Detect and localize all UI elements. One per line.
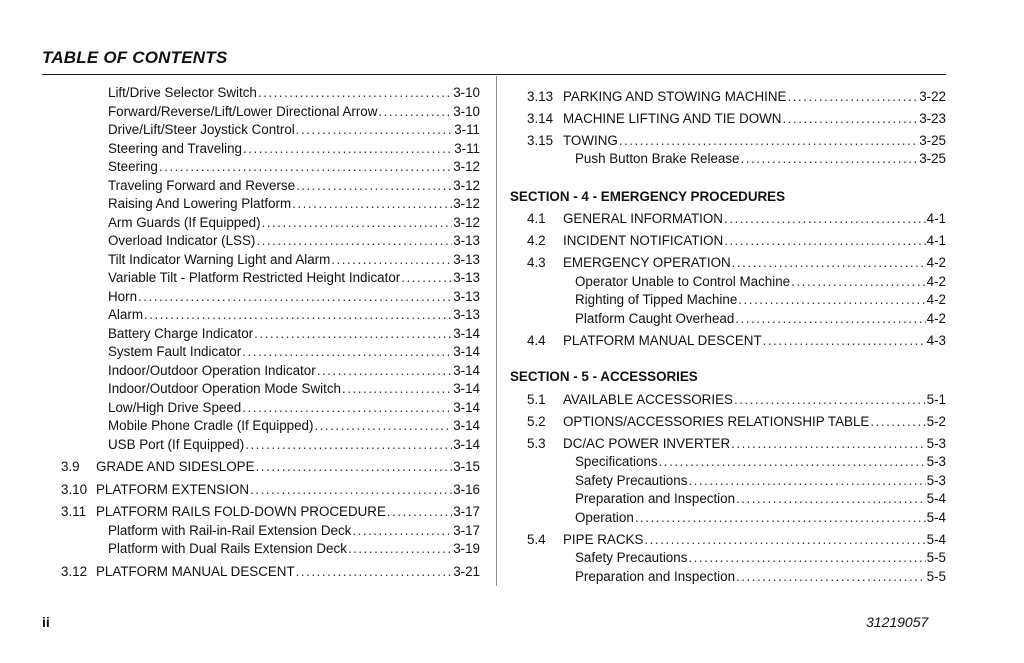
toc-entry: [61, 84, 480, 103]
toc-entry: [61, 399, 480, 418]
toc-entry-page: 3-14: [453, 325, 480, 341]
toc-entry-title: PLATFORM EXTENSION: [96, 481, 250, 497]
toc-entry-page: 3-10: [453, 103, 480, 119]
toc-entry-page: 5-5: [926, 550, 946, 565]
toc-entry: [61, 269, 480, 288]
toc-entry-title: DC/AC POWER INVERTER: [563, 435, 731, 451]
toc-entry-page: 5-3: [926, 472, 946, 488]
toc-entry-page: 4-2: [926, 273, 946, 289]
toc-entry-title: MACHINE LIFTING AND TIE DOWN: [563, 110, 782, 126]
toc-entry-title: Overload Indicator (LSS): [108, 233, 256, 248]
dot-leader: [245, 436, 452, 455]
toc-entry-title: Platform with Rail-in-Rail Extension Deck: [108, 522, 352, 538]
toc-entry-page: 3-13: [453, 233, 480, 248]
toc-entry: [510, 210, 946, 229]
toc-entry-title: Horn: [108, 288, 138, 304]
toc-entry-page: 3-17: [453, 504, 480, 519]
dot-leader: [738, 291, 925, 310]
dot-leader: [352, 522, 452, 541]
dot-leader: [138, 288, 452, 307]
header-rule: [42, 74, 946, 75]
toc-entry-page: 3-13: [453, 251, 480, 267]
toc-entry-page: 3-14: [453, 418, 480, 433]
toc-entry-page: 3-25: [919, 151, 946, 166]
toc-entry: [61, 288, 480, 307]
toc-entry-title: INCIDENT NOTIFICATION: [563, 233, 724, 248]
toc-entry: [61, 458, 480, 477]
toc-entry-title: Operation: [575, 509, 634, 525]
toc-entry: [510, 435, 946, 454]
toc-entry: [510, 273, 946, 292]
dot-leader: [791, 273, 926, 292]
toc-entry: [61, 232, 480, 251]
toc-section-4: [510, 210, 946, 350]
toc-entry-title: Indoor/Outdoor Operation Indicator: [108, 362, 316, 378]
toc-entry: [61, 214, 480, 233]
toc-entry-title: Arm Guards (If Equipped): [108, 214, 261, 230]
toc-entry-title: Preparation and Inspection: [575, 491, 736, 506]
toc-entry-title: Steering: [108, 159, 158, 174]
toc-entry-page: 3-23: [919, 110, 946, 126]
toc-entry-number: 5.4: [527, 531, 546, 547]
toc-entry-page: 3-22: [919, 88, 946, 104]
toc-entry: [61, 195, 480, 214]
toc-entry-title: Specifications: [575, 454, 658, 469]
section-5-heading: SECTION - 5 - ACCESSORIES: [510, 369, 698, 384]
toc-entry-page: 5-5: [926, 568, 946, 584]
toc-entry-title: Drive/Lift/Steer Joystick Control: [108, 122, 295, 137]
toc-entry-page: 3-17: [453, 522, 480, 538]
toc-entry-title: Tilt Indicator Warning Light and Alarm: [108, 251, 331, 267]
section-4-heading: SECTION - 4 - EMERGENCY PROCEDURES: [510, 188, 786, 204]
toc-entry: [510, 453, 946, 472]
toc-entry-page: 3-15: [453, 459, 480, 474]
dot-leader: [644, 531, 925, 550]
dot-leader: [635, 509, 926, 528]
toc-entry-page: 5-3: [926, 435, 946, 451]
toc-entry-page: 3-14: [453, 344, 480, 359]
toc-entry: [510, 254, 946, 273]
dot-leader: [159, 158, 452, 177]
dot-leader: [242, 343, 452, 362]
dot-leader: [659, 453, 926, 472]
toc-entry: [510, 531, 946, 550]
toc-right-column: [510, 84, 946, 586]
dot-leader: [387, 503, 452, 522]
dot-leader: [787, 88, 918, 107]
toc-entry-page: 3-12: [453, 214, 480, 230]
dot-leader: [262, 214, 453, 233]
toc-section-3-continued: [510, 88, 946, 169]
toc-entry-number: 3.15: [527, 132, 554, 148]
toc-entry-title: EMERGENCY OPERATION: [563, 255, 731, 270]
toc-entry: [510, 150, 946, 169]
toc-entry-page: 3-11: [454, 140, 480, 156]
toc-entry: [61, 251, 480, 270]
toc-entry: [510, 549, 946, 568]
toc-entry: [61, 563, 480, 582]
footer-page-number: ii: [42, 614, 50, 630]
toc-entry-title: PLATFORM RAILS FOLD-DOWN PROCEDURE: [96, 504, 386, 519]
toc-entry-page: 4-2: [926, 310, 946, 326]
toc-entry: [61, 325, 480, 344]
toc-entry: [61, 343, 480, 362]
toc-entry-title: PARKING AND STOWING MACHINE: [563, 88, 787, 104]
toc-entry-number: 3.13: [527, 88, 554, 104]
dot-leader: [331, 251, 452, 270]
toc-entry-title: Alarm: [108, 307, 143, 322]
toc-entry-number: 4.1: [527, 211, 546, 226]
toc-entry-page: 3-14: [453, 399, 480, 415]
toc-entry: [61, 158, 480, 177]
dot-leader: [736, 568, 926, 587]
toc-entry-page: 5-3: [926, 454, 946, 469]
dot-leader: [296, 121, 453, 140]
toc-entry-page: 3-12: [453, 196, 480, 211]
dot-leader: [144, 306, 452, 325]
toc-entry: [510, 490, 946, 509]
toc-entry-page: 3-14: [453, 362, 480, 378]
toc-entry-title: Low/High Drive Speed: [108, 399, 242, 415]
dot-leader: [342, 380, 452, 399]
toc-entry-number: 4.2: [527, 233, 546, 248]
dot-leader: [782, 110, 918, 129]
toc-entry-title: TOWING: [563, 132, 618, 148]
dot-leader: [254, 325, 452, 344]
toc-entry-page: 3-13: [453, 270, 480, 285]
toc-entry-title: Safety Precautions: [575, 550, 688, 565]
toc-entry-page: 5-4: [926, 509, 946, 525]
toc-entry-number: 3.12: [61, 563, 88, 579]
toc-entry-page: 4-3: [926, 332, 946, 348]
toc-entry-page: 4-1: [926, 211, 946, 226]
toc-entry-page: 3-13: [453, 288, 480, 304]
dot-leader: [763, 332, 926, 351]
toc-entry: [510, 88, 946, 107]
toc-entry-page: 3-16: [453, 481, 480, 497]
dot-leader: [314, 417, 452, 436]
toc-entry: [510, 509, 946, 528]
toc-entry-title: System Fault Indicator: [108, 344, 242, 359]
toc-entry-page: 4-2: [926, 292, 946, 307]
dot-leader: [734, 391, 926, 410]
toc-entry: [61, 306, 480, 325]
toc-entry-number: 4.4: [527, 332, 546, 348]
dot-leader: [619, 132, 918, 151]
toc-entry-title: Push Button Brake Release: [575, 151, 740, 166]
dot-leader: [741, 150, 919, 169]
dot-leader: [870, 413, 925, 432]
toc-entry-page: 3-13: [453, 307, 480, 322]
toc-entry-page: 5-4: [926, 491, 946, 506]
toc-entry-title: Raising And Lowering Platform: [108, 196, 292, 211]
toc-entry-title: Variable Tilt - Platform Restricted Height Indicator: [108, 270, 401, 285]
dot-leader: [378, 103, 452, 122]
toc-entry-page: 4-1: [926, 233, 946, 248]
toc-entry-title: PLATFORM MANUAL DESCENT: [96, 563, 295, 579]
toc-entry-page: 5-4: [926, 531, 946, 547]
page-header-title: TABLE OF CONTENTS: [42, 48, 228, 67]
dot-leader: [688, 549, 925, 568]
toc-entry-title: AVAILABLE ACCESSORIES: [563, 391, 733, 407]
toc-entry-title: GRADE AND SIDESLOPE: [96, 459, 255, 474]
toc-entry-title: Battery Charge Indicator: [108, 325, 254, 341]
toc-entry-page: 3-12: [453, 177, 480, 193]
toc-entry: [61, 417, 480, 436]
toc-entry: [61, 540, 480, 559]
toc-entry: [510, 291, 946, 310]
toc-entry: [61, 362, 480, 381]
dot-leader: [296, 177, 452, 196]
toc-section-5: [510, 391, 946, 587]
toc-entry-title: Preparation and Inspection: [575, 568, 736, 584]
dot-leader: [736, 490, 926, 509]
toc-entry-title: PLATFORM MANUAL DESCENT: [563, 332, 762, 348]
toc-entry-number: 5.1: [527, 391, 546, 407]
toc-entry-number: 3.9: [61, 459, 80, 474]
dot-leader: [317, 362, 453, 381]
toc-entry-number: 5.2: [527, 413, 546, 429]
toc-entry-title: Safety Precautions: [575, 472, 688, 488]
toc-entry: [510, 472, 946, 491]
toc-entry: [61, 121, 480, 140]
toc-entry-number: 5.3: [527, 435, 546, 451]
toc-entry-title: Lift/Drive Selector Switch: [108, 85, 257, 100]
dot-leader: [724, 232, 925, 251]
dot-leader: [250, 481, 452, 500]
toc-entry-page: 3-12: [453, 159, 480, 174]
toc-entry: [510, 391, 946, 410]
toc-entry-page: 3-14: [453, 381, 480, 396]
dot-leader: [243, 140, 453, 159]
toc-entry-title: Platform Caught Overhead: [575, 310, 735, 326]
toc-entry-page: 3-10: [453, 85, 480, 100]
toc-entry-page: 3-19: [453, 541, 480, 556]
toc-entry-title: Platform with Dual Rails Extension Deck: [108, 541, 347, 556]
dot-leader: [735, 310, 925, 329]
toc-entry-page: 3-11: [454, 122, 480, 137]
toc-entry-title: Forward/Reverse/Lift/Lower Directional Arrow: [108, 103, 378, 119]
dot-leader: [258, 84, 452, 103]
toc-entry: [510, 232, 946, 251]
toc-entry: [61, 380, 480, 399]
toc-entry: [510, 132, 946, 151]
dot-leader: [731, 435, 925, 454]
toc-entry: [61, 103, 480, 122]
toc-entry: [510, 310, 946, 329]
dot-leader: [242, 399, 452, 418]
toc-entry: [61, 436, 480, 455]
toc-entry-number: 4.3: [527, 255, 546, 270]
dot-leader: [292, 195, 452, 214]
dot-leader: [256, 232, 452, 251]
toc-entry-number: 3.14: [527, 110, 554, 126]
toc-entry-page: 3-21: [453, 563, 480, 579]
toc-entry-title: PIPE RACKS: [563, 531, 644, 547]
toc-entry: [61, 140, 480, 159]
toc-entry-page: 5-1: [926, 391, 946, 407]
dot-leader: [296, 563, 453, 582]
toc-entry: [61, 481, 480, 500]
toc-left-column: [61, 84, 480, 581]
dot-leader: [732, 254, 926, 273]
toc-entry-title: Mobile Phone Cradle (If Equipped): [108, 418, 314, 433]
toc-entry-title: Operator Unable to Control Machine: [575, 273, 791, 289]
toc-entry: [510, 110, 946, 129]
toc-entry-title: Traveling Forward and Reverse: [108, 177, 296, 193]
toc-entry-title: OPTIONS/ACCESSORIES RELATIONSHIP TABLE: [563, 413, 870, 429]
toc-entry-page: 3-14: [453, 436, 480, 452]
dot-leader: [256, 458, 453, 477]
dot-leader: [401, 269, 452, 288]
toc-entry: [510, 568, 946, 587]
toc-entry: [510, 413, 946, 432]
toc-entry: [61, 503, 480, 522]
toc-entry-page: 4-2: [926, 255, 946, 270]
toc-entry-page: 5-2: [926, 413, 946, 429]
column-divider: [496, 76, 497, 586]
toc-entry-number: 3.11: [61, 504, 87, 519]
footer-document-number: 31219057: [866, 614, 929, 630]
toc-entry-title: USB Port (If Equipped): [108, 436, 245, 452]
toc-entry-title: GENERAL INFORMATION: [563, 211, 723, 226]
toc-entry: [61, 522, 480, 541]
toc-entry-title: Indoor/Outdoor Operation Mode Switch: [108, 381, 341, 396]
toc-entry: [61, 177, 480, 196]
dot-leader: [724, 210, 926, 229]
toc-entry-number: 3.10: [61, 481, 88, 497]
dot-leader: [688, 472, 925, 491]
toc-entry: [510, 332, 946, 351]
toc-entry-page: 3-25: [919, 132, 946, 148]
toc-entry-title: Steering and Traveling: [108, 140, 242, 156]
dot-leader: [348, 540, 452, 559]
toc-entry-title: Righting of Tipped Machine: [575, 292, 738, 307]
